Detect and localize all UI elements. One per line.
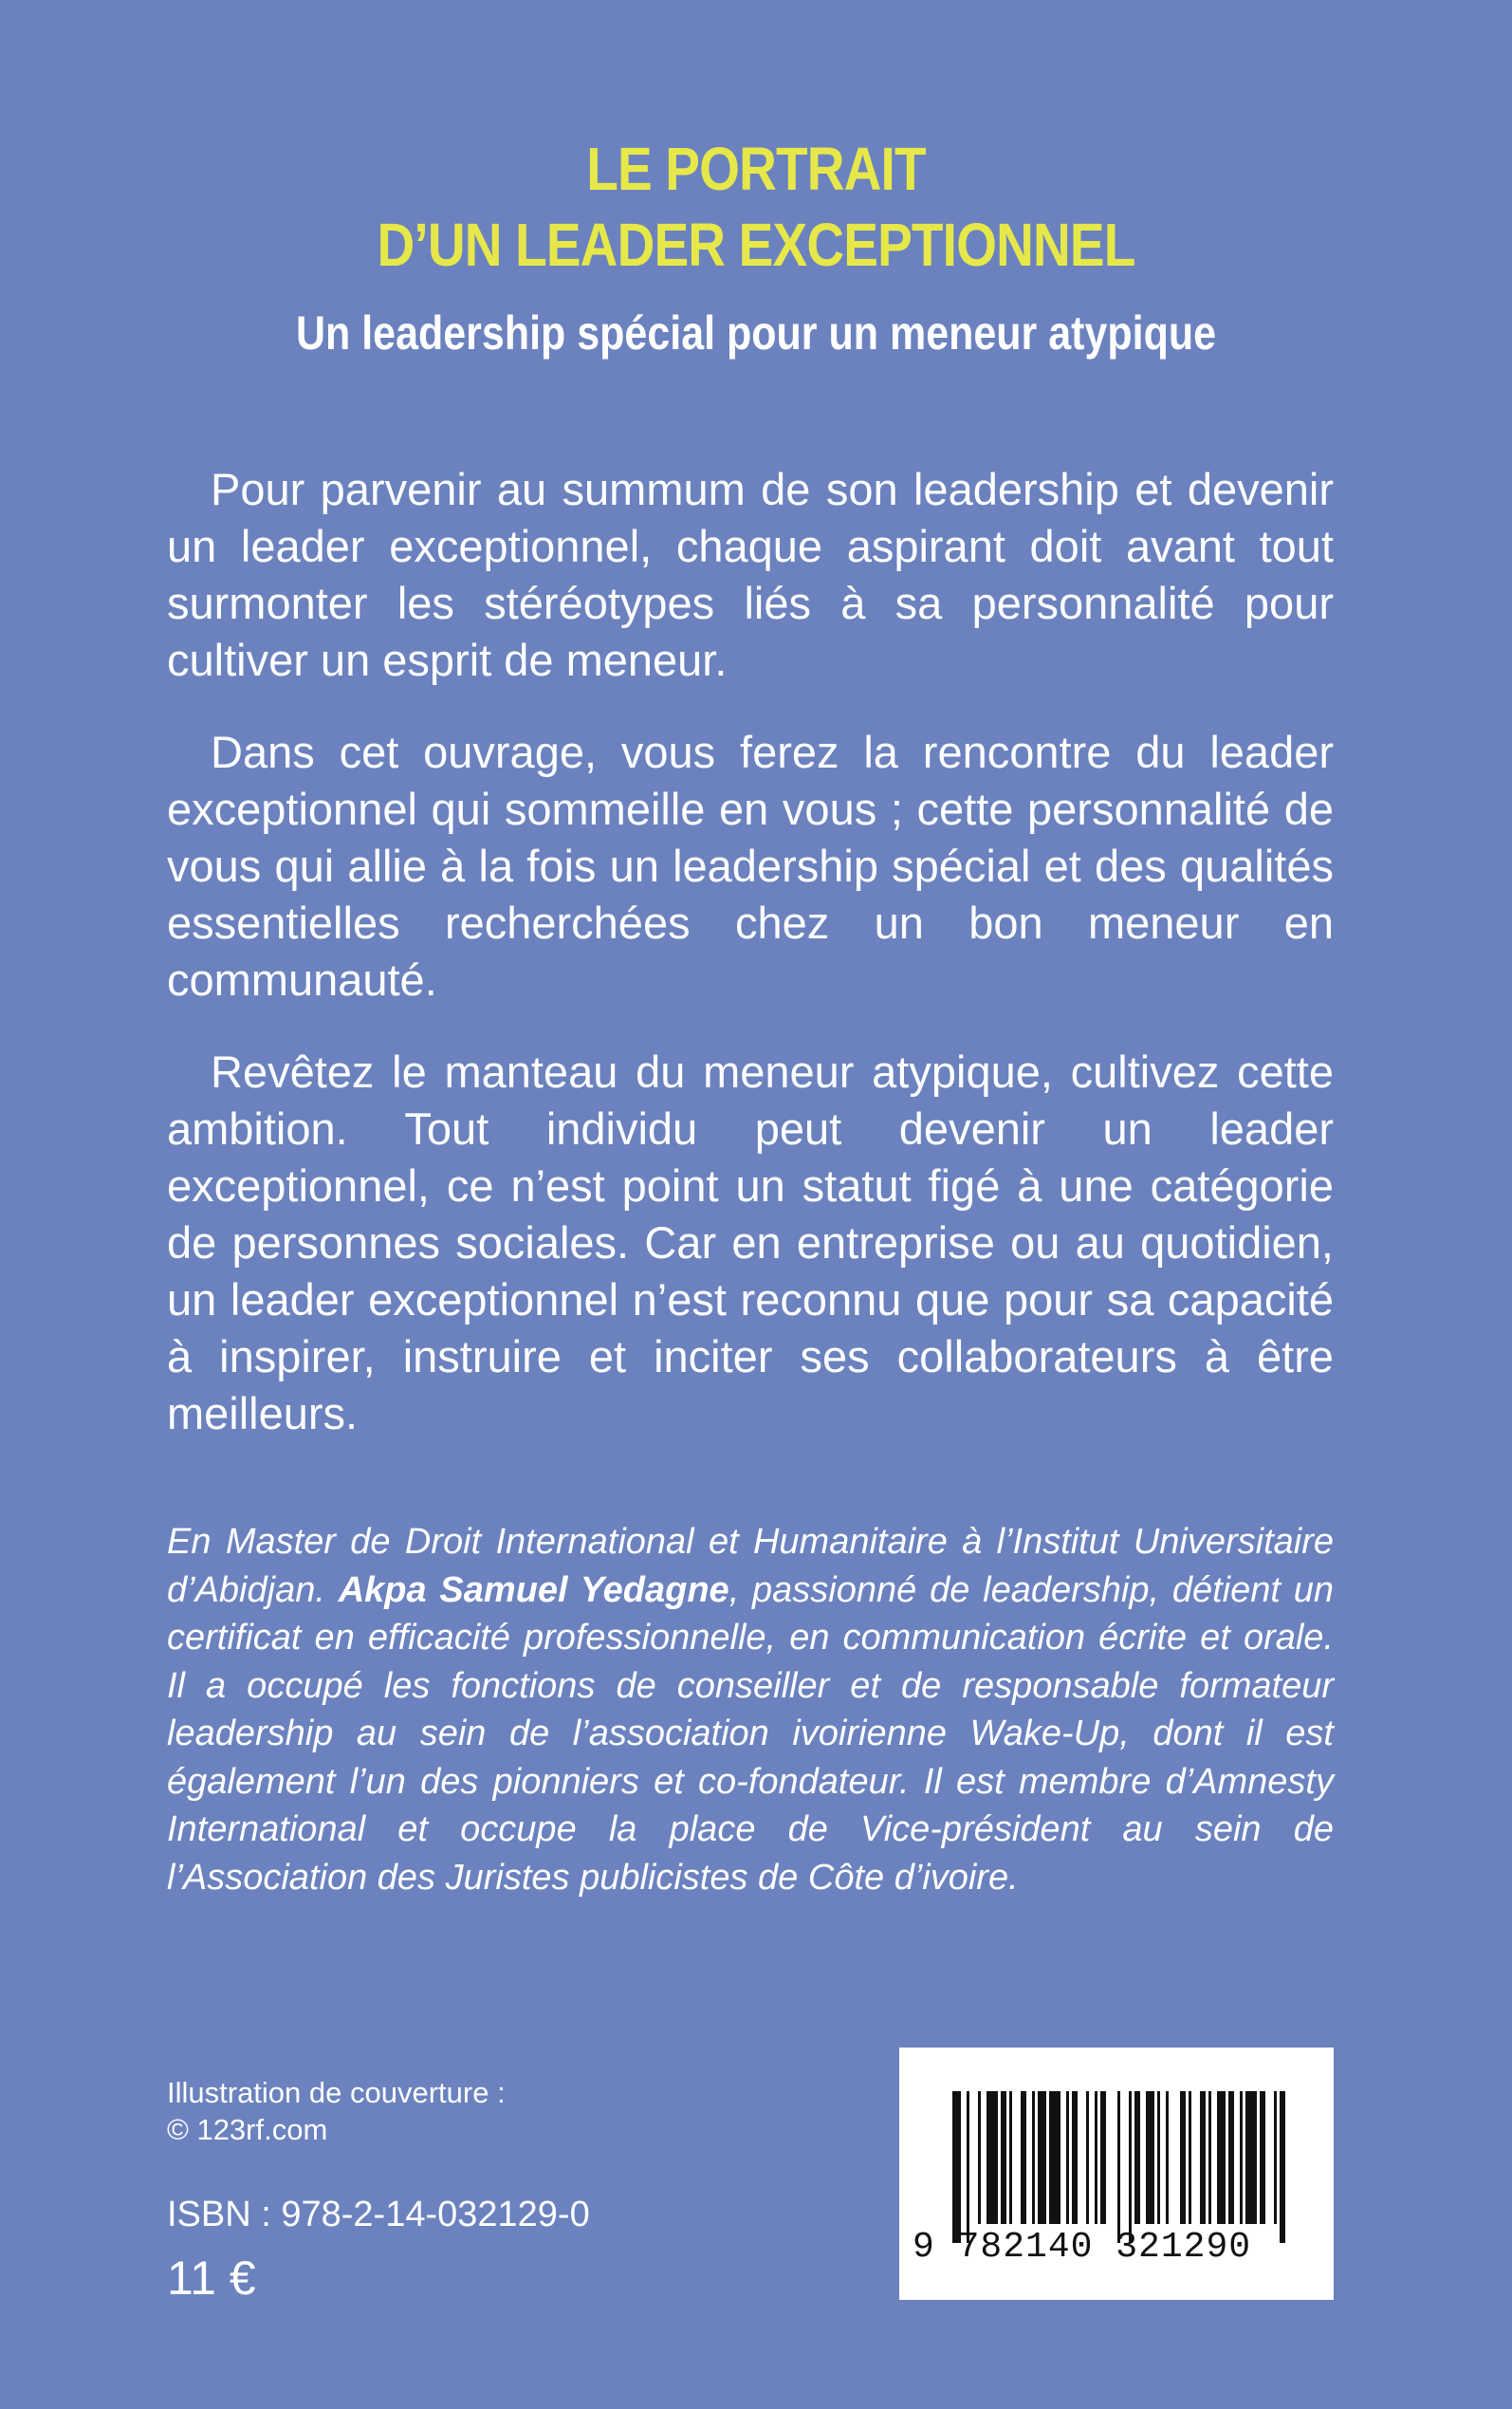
barcode-digits: 9 782140 321290 [913,2227,1252,2268]
barcode-bar [1180,2091,1186,2224]
isbn: ISBN : 978-2-14-032129-0 [167,2195,590,2234]
title-line-2: D’UN LEADER EXCEPTIONNEL [377,211,1135,279]
paragraph-2: Dans cet ouvrage, vous ferez la rencontre du leader exceptionnel qui sommeille en vous ; cette personnalité de vous qui allie à la fois un leadership spécial et des qualités essentielles recherchées chez un bon meneur en communauté. [167,727,1334,1005]
barcode-bar [986,2091,998,2224]
barcode-bar [1049,2091,1060,2224]
barcode-bar [1032,2091,1035,2224]
barcode-bar [1009,2091,1012,2224]
illustration-credit [167,2074,506,2148]
barcode-bar [1129,2091,1132,2243]
author-name: Akpa Samuel Yedagne [338,1569,729,1610]
credit-source: © 123rf.com [167,2113,328,2146]
barcode-bar [1038,2091,1046,2224]
barcode-bar [1001,2091,1006,2224]
barcode-bar [1095,2091,1097,2224]
barcode-bar [1157,2091,1160,2224]
barcode-bar [1208,2091,1211,2224]
barcode-bar [1146,2091,1154,2224]
barcode-bar [1245,2091,1257,2224]
barcode-bar [1086,2091,1089,2224]
author-bio [167,1518,1334,1901]
barcode-bar [1100,2091,1106,2224]
barcode-bar [1240,2091,1243,2224]
bio-intro: En Master de Droit International et Humanitaire à l’Institut Universitaire d’Abidjan. [167,1522,1334,1610]
price: 11 € [167,2251,256,2305]
barcode-bar [1072,2091,1078,2224]
barcode-bar [952,2091,961,2243]
barcode [899,2048,1334,2300]
barcode-bar [1117,2091,1120,2243]
barcode-bar [1217,2091,1226,2224]
subtitle: Un leadership spécial pour un meneur atypique [295,306,1217,360]
barcode-bar [1228,2091,1234,2224]
paragraph-1: Pour parvenir au summum de son leadership et devenir un leader exceptionnel, chaque aspirant doit avant tout surmonter les stéréotypes liés à sa personnalité pour cultiver un esprit de meneur. [167,464,1334,685]
barcode-bar [1260,2091,1265,2224]
barcode-bar [978,2091,981,2224]
paragraph-3: Revêtez le manteau du meneur atypique, cultivez cette ambition. Tout individu peut devenir un leader exceptionnel, ce n’est point un statut figé à une catégorie de personnes sociales. Car en entreprise ou au quotidien, un leader exceptionnel n’est reconnu que pour sa capacité à inspirer, instruire et inciter ses collaborateurs à être meilleurs. [167,1047,1334,1438]
barcode-bar [1280,2091,1285,2243]
barcode-bar [1166,2091,1169,2224]
barcode-bar [1134,2091,1140,2224]
bio-rest: , passionné de leadership, détient un certificat en efficacité professionnelle, en communication écrite et orale. Il a occupé les fonctions de conseiller et de responsable formateur leadership au sein de l’association ivoirienne Wake-Up, dont il est également l’un des pionniers et co-fondateur. Il est membre d’Amnesty International et occupe la place de Vice-président au sein de l’Association des Juristes publicistes de Côte d’ivoire. [167,1569,1334,1898]
barcode-bar [1274,2091,1277,2224]
barcode-bar [1200,2091,1206,2224]
barcode-bar [1066,2091,1069,2224]
barcode-bar [967,2091,969,2243]
barcode-bar [1189,2091,1191,2224]
credit-label: Illustration de couverture : [167,2076,506,2109]
barcode-bar [1021,2091,1026,2224]
title-line-1: LE PORTRAIT [586,135,926,203]
